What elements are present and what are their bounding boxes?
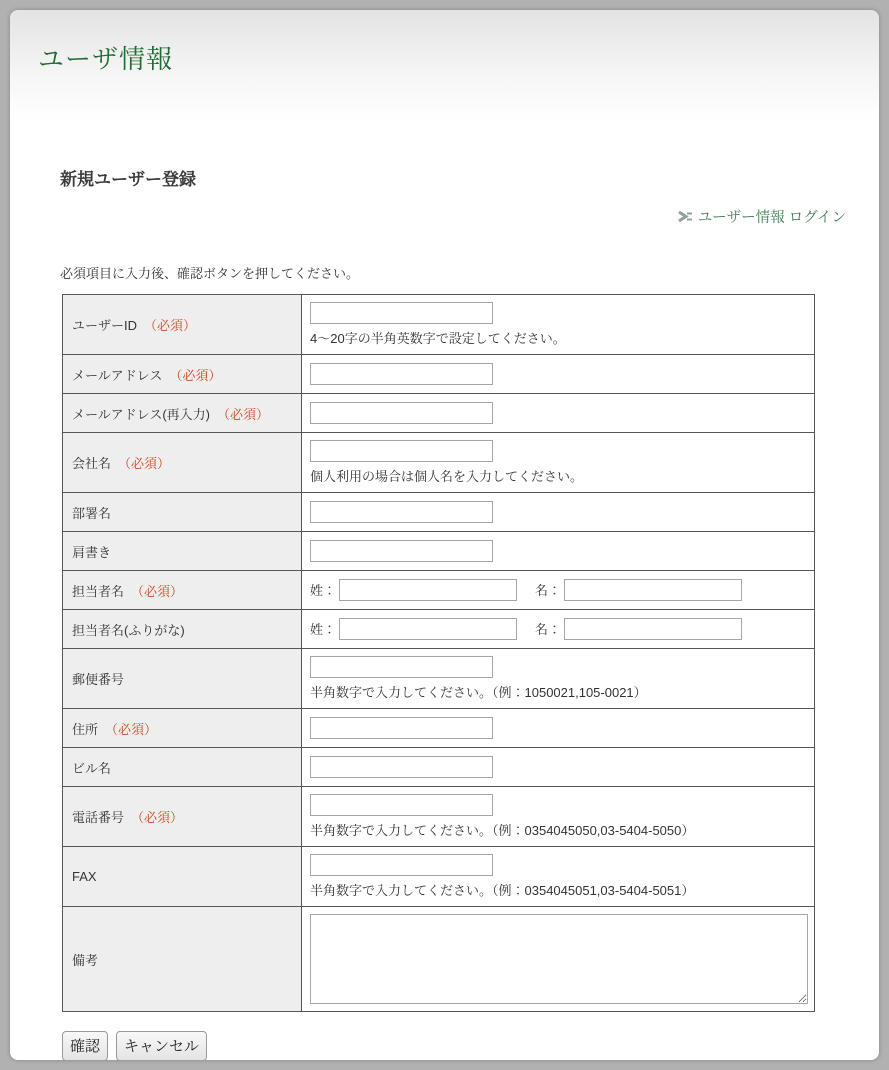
- field-help-text: 半角数字で入力してください。（例：1050021,105-0021）: [310, 685, 647, 700]
- table-row: [63, 847, 815, 907]
- contact-name-kana-last-input[interactable]: [339, 618, 517, 640]
- field-label: 会社名: [72, 456, 112, 471]
- field-help-text: 半角数字で入力してください。（例：0354045050,03-5404-5050）: [310, 823, 695, 838]
- registration-form-table: [62, 294, 815, 1012]
- address-input[interactable]: [310, 717, 493, 739]
- cancel-button[interactable]: キャンセル: [116, 1031, 207, 1060]
- required-mark: （必須）: [131, 810, 184, 825]
- field-label: 肩書き: [72, 544, 112, 560]
- login-link[interactable]: [677, 206, 846, 227]
- form-buttons: [62, 1031, 207, 1060]
- table-row: [63, 709, 815, 748]
- arrow-right-icon: [677, 210, 692, 223]
- field-label-cell: [63, 394, 302, 433]
- field-label: メールアドレス(再入力): [72, 406, 211, 422]
- table-row: [63, 649, 815, 709]
- field-label: FAX: [72, 869, 97, 884]
- contact-name-first-input[interactable]: [564, 579, 742, 601]
- field-input-cell: [302, 847, 815, 907]
- field-input-cell: [302, 493, 815, 532]
- required-mark: （必須）: [131, 583, 184, 599]
- field-label: ユーザーID: [72, 318, 138, 333]
- login-link-label: ユーザー情報 ログイン: [697, 210, 846, 226]
- table-row: [63, 787, 815, 847]
- job-title-input[interactable]: [310, 540, 493, 562]
- table-row: [63, 295, 815, 355]
- field-label: 部署名: [72, 505, 112, 521]
- sub-label: 姓：: [310, 582, 337, 598]
- instruction-text: 必須項目に入力後、確認ボタンを押してください。: [60, 266, 360, 281]
- field-input-cell: [302, 610, 815, 649]
- fax-input[interactable]: [310, 854, 493, 876]
- field-label-cell: [63, 787, 302, 847]
- table-row: [63, 907, 815, 1012]
- field-input-cell: [302, 295, 815, 355]
- table-row: [63, 355, 815, 394]
- field-help-text: 半角数字で入力してください。（例：0354045051,03-5404-5051）: [310, 883, 695, 898]
- field-label: 備考: [72, 952, 99, 968]
- required-mark: （必須）: [105, 721, 158, 737]
- form-heading: 新規ユーザー登録: [60, 170, 196, 189]
- table-row: [63, 610, 815, 649]
- email-confirm-input[interactable]: [310, 402, 493, 424]
- required-mark: （必須）: [144, 318, 197, 333]
- field-input-cell: [302, 532, 815, 571]
- building-name-input[interactable]: [310, 756, 493, 778]
- page-header: [10, 10, 879, 120]
- field-label: メールアドレス: [72, 367, 163, 383]
- postal-code-input[interactable]: [310, 656, 493, 678]
- field-label-cell: [63, 355, 302, 394]
- field-label: ビル名: [72, 760, 112, 776]
- field-label: 住所: [72, 721, 99, 737]
- field-input-cell: [302, 433, 815, 493]
- contact-name-kana-first-input[interactable]: [564, 618, 742, 640]
- field-label-cell: [63, 493, 302, 532]
- field-label-cell: [63, 649, 302, 709]
- notes-textarea[interactable]: [310, 914, 808, 1004]
- field-label-cell: [63, 532, 302, 571]
- user-id-input[interactable]: [310, 302, 493, 324]
- confirm-button[interactable]: 確認: [62, 1031, 108, 1060]
- field-label: 電話番号: [72, 810, 125, 825]
- field-label-cell: [63, 709, 302, 748]
- field-label: 担当者名: [72, 583, 125, 599]
- field-help-text: 個人利用の場合は個人名を入力してください。: [310, 469, 584, 484]
- phone-input[interactable]: [310, 794, 493, 816]
- field-label-cell: [63, 433, 302, 493]
- field-input-cell: [302, 748, 815, 787]
- field-label-cell: [63, 610, 302, 649]
- field-input-cell: [302, 787, 815, 847]
- field-input-cell: [302, 907, 815, 1012]
- required-mark: （必須）: [118, 456, 171, 471]
- company-name-input[interactable]: [310, 440, 493, 462]
- field-label-cell: [63, 748, 302, 787]
- field-input-cell: [302, 355, 815, 394]
- department-input[interactable]: [310, 501, 493, 523]
- field-input-cell: [302, 394, 815, 433]
- field-label: 担当者名(ふりがな): [72, 622, 185, 638]
- sub-label: 名：: [535, 582, 562, 598]
- field-label-cell: [63, 295, 302, 355]
- field-label-cell: [63, 907, 302, 1012]
- form-table-body: [63, 295, 815, 1012]
- required-mark: （必須）: [169, 367, 222, 383]
- contact-name-last-input[interactable]: [339, 579, 517, 601]
- sub-label: 名：: [535, 621, 562, 637]
- table-row: [63, 433, 815, 493]
- email-input[interactable]: [310, 363, 493, 385]
- field-help-text: 4〜20字の半角英数字で設定してください。: [310, 331, 566, 346]
- required-mark: （必須）: [217, 406, 270, 422]
- field-input-cell: [302, 649, 815, 709]
- table-row: [63, 748, 815, 787]
- content-page: [10, 10, 879, 1060]
- table-row: [63, 532, 815, 571]
- field-input-cell: [302, 571, 815, 610]
- field-label-cell: [63, 847, 302, 907]
- page-title: ユーザ情報: [38, 44, 174, 74]
- table-row: [63, 493, 815, 532]
- field-label-cell: [63, 571, 302, 610]
- table-row: [63, 394, 815, 433]
- sub-label: 姓：: [310, 621, 337, 637]
- table-row: [63, 571, 815, 610]
- field-input-cell: [302, 709, 815, 748]
- field-label: 郵便番号: [72, 672, 125, 687]
